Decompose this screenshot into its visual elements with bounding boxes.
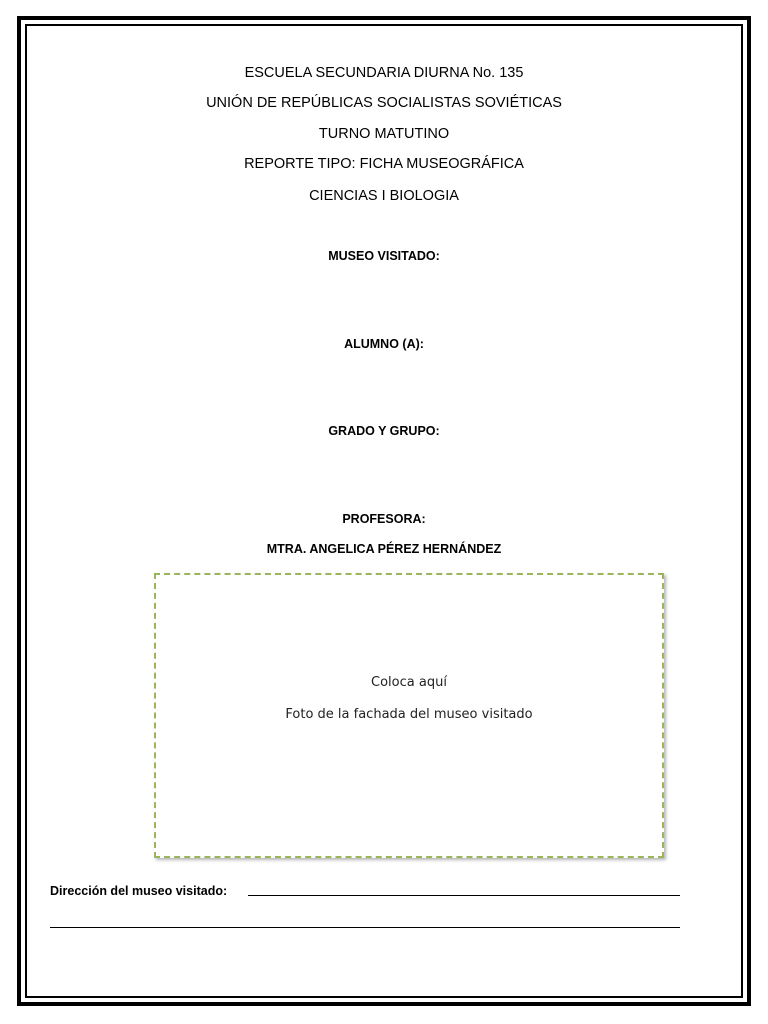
museum-address-label: Dirección del museo visitado: bbox=[50, 884, 228, 898]
address-write-line-1 bbox=[248, 895, 680, 896]
teacher-name: MTRA. ANGELICA PÉREZ HERNÁNDEZ bbox=[266, 542, 502, 556]
shift-label: TURNO MATUTINO bbox=[318, 126, 450, 142]
school-name: ESCUELA SECUNDARIA DIURNA No. 135 bbox=[244, 65, 524, 81]
photo-placeholder-box bbox=[154, 573, 664, 858]
photo-placeholder-line1: Coloca aquí bbox=[371, 675, 447, 690]
grade-group-label: GRADO Y GRUPO: bbox=[328, 424, 440, 438]
teacher-label: PROFESORA: bbox=[342, 512, 426, 526]
subject-label: CIENCIAS I BIOLOGIA bbox=[309, 188, 459, 204]
student-label: ALUMNO (A): bbox=[344, 337, 424, 351]
photo-placeholder-line2: Foto de la fachada del museo visitado bbox=[285, 707, 533, 722]
museum-visited-label: MUSEO VISITADO: bbox=[328, 249, 440, 263]
report-type: REPORTE TIPO: FICHA MUSEOGRÁFICA bbox=[244, 156, 524, 172]
union-name: UNIÓN DE REPÚBLICAS SOCIALISTAS SOVIÉTICAS bbox=[206, 95, 562, 111]
address-write-line-2 bbox=[50, 927, 680, 928]
